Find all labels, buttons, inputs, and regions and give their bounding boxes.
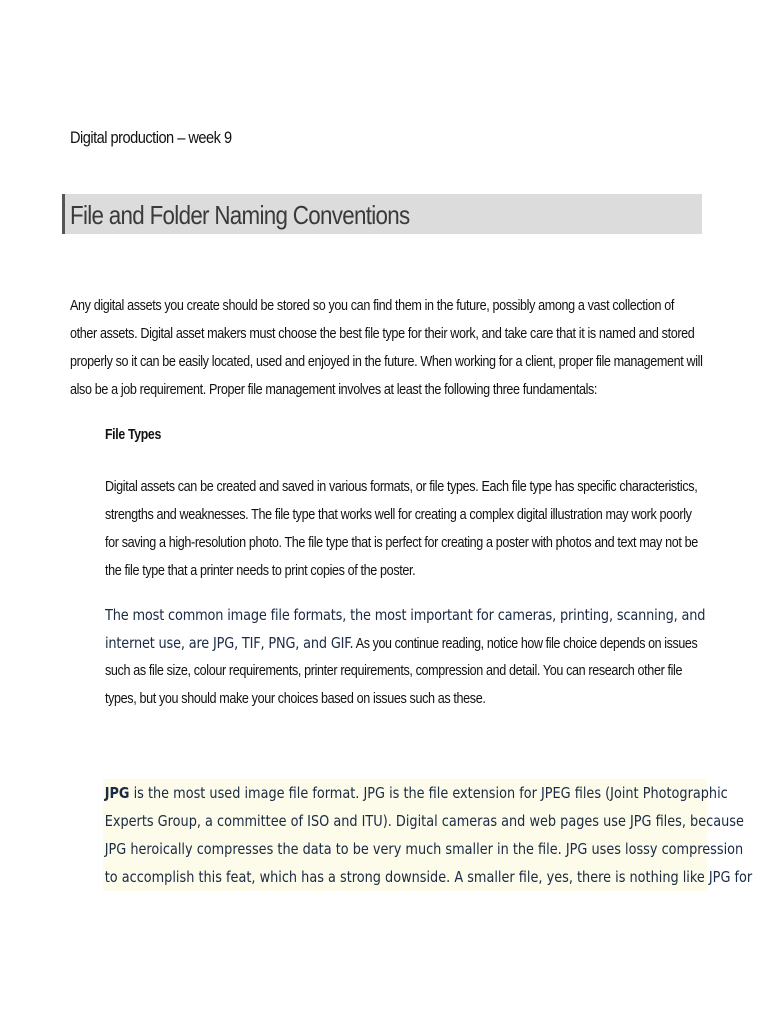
formats-line: The most common image file formats, the most important for cameras, printing, scanning, and xyxy=(105,606,706,624)
intro-line: other assets. Digital asset makers must choose the best file type for their work, and take care that it is named and stored xyxy=(70,325,695,342)
intro-paragraph xyxy=(70,292,770,404)
file-types-line: strengths and weaknesses. The file type that works well for creating a complex digital illustration may work poorly xyxy=(105,506,692,523)
course-header: Digital production – week 9 xyxy=(70,128,232,147)
jpg-line xyxy=(103,779,728,807)
intro-line: properly so it can be easily located, used and enjoyed in the future. When working for a client, proper file management will xyxy=(70,353,703,370)
section-title-bar xyxy=(62,194,702,234)
file-types-line: the file type that a printer needs to print copies of the poster. xyxy=(105,562,416,579)
file-types-line: for saving a high-resolution photo. The file type that is perfect for creating a poster with photos and text may not be xyxy=(105,534,698,551)
formats-line: such as file size, colour requirements, printer requirements, compression and detail. You can research other file xyxy=(105,662,683,679)
formats-line xyxy=(105,629,704,657)
jpg-term: JPG xyxy=(104,784,130,802)
jpg-paragraph xyxy=(103,779,753,891)
file-types-paragraph xyxy=(105,473,770,585)
formats-paragraph xyxy=(105,601,770,713)
jpg-line: Experts Group, a committee of ISO and ITU). Digital cameras and web pages use JPG files, because xyxy=(104,812,744,830)
formats-text: As you continue reading, notice how file choice depends on issues xyxy=(353,636,698,652)
section-title: File and Folder Naming Conventions xyxy=(70,200,410,230)
intro-line: Any digital assets you create should be stored so you can find them in the future, possibly among a vast collection of xyxy=(70,297,674,314)
file-types-line: Digital assets can be created and saved in various formats, or file types. Each file type has specific characteristics, xyxy=(105,478,698,495)
intro-line: also be a job requirement. Proper file management involves at least the following three fundamentals: xyxy=(70,381,598,398)
formats-emphasis: internet use, are JPG, TIF, PNG, and GIF. xyxy=(105,634,354,652)
jpg-text: is the most used image file format. JPG is the file extension for JPEG files (Joint Photographic xyxy=(129,784,728,802)
formats-line: types, but you should make your choices based on issues such as these. xyxy=(105,690,486,707)
file-types-heading: File Types xyxy=(105,426,161,443)
jpg-line: JPG heroically compresses the data to be very much smaller in the file. JPG uses lossy compression xyxy=(104,840,744,858)
jpg-line: to accomplish this feat, which has a strong downside. A smaller file, yes, there is nothing like JPG for xyxy=(104,868,753,886)
